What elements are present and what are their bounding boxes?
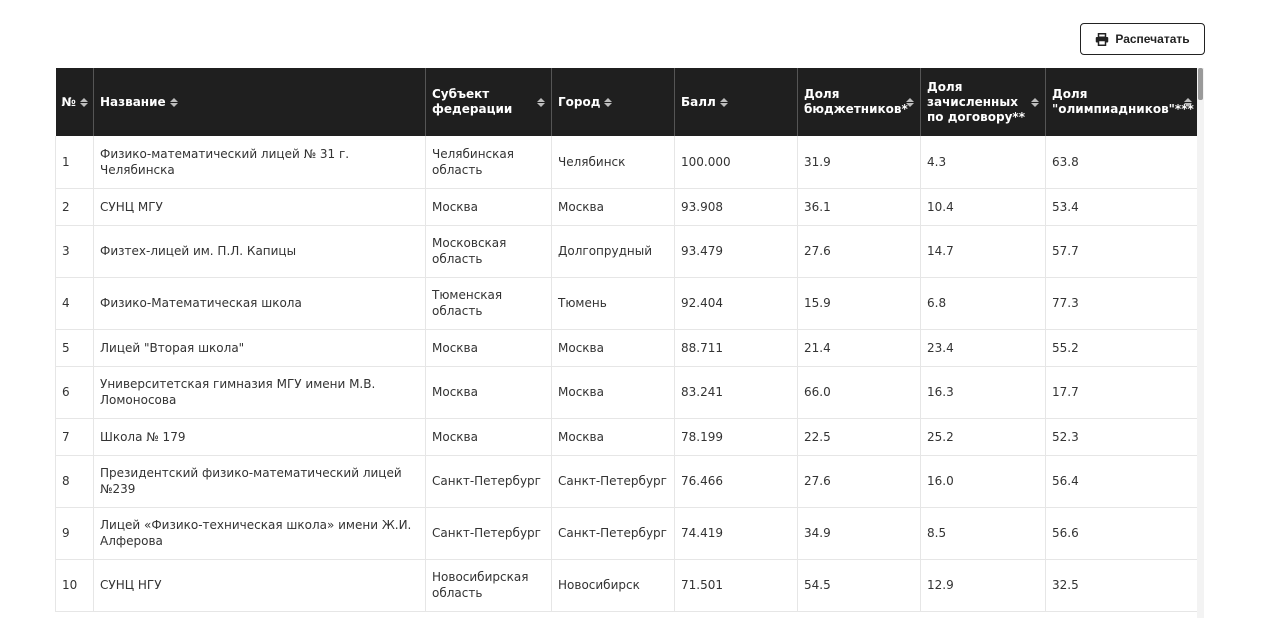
column-header-label: Доля зачисленных по договору** <box>927 79 1025 124</box>
cell-contract-share: 10.4 <box>921 188 1046 225</box>
table-row <box>56 136 1198 188</box>
cell-score: 88.711 <box>675 329 798 366</box>
cell-score: 71.501 <box>675 559 798 611</box>
table-row <box>56 225 1198 277</box>
sort-icon[interactable] <box>537 98 545 107</box>
cell-budget-share: 66.0 <box>798 366 921 418</box>
sort-icon[interactable] <box>906 98 914 107</box>
cell-olympiad-share: 17.7 <box>1046 366 1198 418</box>
cell-budget-share: 21.4 <box>798 329 921 366</box>
table-row <box>56 188 1198 225</box>
cell-region: Новосибирская область <box>426 559 552 611</box>
cell-region: Челябинская область <box>426 136 552 188</box>
printer-icon <box>1095 33 1109 46</box>
cell-contract-share: 25.2 <box>921 418 1046 455</box>
cell-region: Москва <box>426 188 552 225</box>
cell-budget-share: 27.6 <box>798 225 921 277</box>
cell-city: Тюмень <box>552 277 675 329</box>
cell-region: Москва <box>426 329 552 366</box>
cell-number: 9 <box>56 507 94 559</box>
cell-score: 100.000 <box>675 136 798 188</box>
table-body <box>56 136 1198 611</box>
cell-budget-share: 54.5 <box>798 559 921 611</box>
cell-region: Москва <box>426 366 552 418</box>
cell-score: 76.466 <box>675 455 798 507</box>
cell-budget-share: 36.1 <box>798 188 921 225</box>
cell-name: Школа № 179 <box>94 418 426 455</box>
column-header-score[interactable] <box>675 68 798 136</box>
cell-number: 3 <box>56 225 94 277</box>
column-header-number[interactable] <box>56 68 94 136</box>
schools-table-container <box>55 68 1197 618</box>
cell-olympiad-share: 32.5 <box>1046 559 1198 611</box>
column-header-region[interactable] <box>426 68 552 136</box>
cell-city: Санкт-Петербург <box>552 455 675 507</box>
column-header-budget-share[interactable] <box>798 68 921 136</box>
column-header-label: Город <box>558 94 601 109</box>
sort-icon[interactable] <box>80 98 88 107</box>
cell-region: Санкт-Петербург <box>426 455 552 507</box>
cell-olympiad-share: 63.8 <box>1046 136 1198 188</box>
cell-budget-share: 31.9 <box>798 136 921 188</box>
column-header-label: Название <box>100 94 166 109</box>
print-button-label: Распечатать <box>1115 32 1190 46</box>
cell-olympiad-share: 52.3 <box>1046 418 1198 455</box>
sort-icon[interactable] <box>604 98 612 107</box>
cell-region: Тюменская область <box>426 277 552 329</box>
cell-number: 10 <box>56 559 94 611</box>
cell-contract-share: 16.0 <box>921 455 1046 507</box>
cell-city: Челябинск <box>552 136 675 188</box>
sort-icon[interactable] <box>1031 98 1039 107</box>
cell-name: Лицей «Физико-техническая школа» имени Ж.И. Алферова <box>94 507 426 559</box>
table-row <box>56 329 1198 366</box>
column-header-city[interactable] <box>552 68 675 136</box>
cell-score: 74.419 <box>675 507 798 559</box>
cell-name: Университетская гимназия МГУ имени М.В. Ломоносова <box>94 366 426 418</box>
cell-contract-share: 4.3 <box>921 136 1046 188</box>
column-header-label: Балл <box>681 94 716 109</box>
cell-name: Физико-математический лицей № 31 г. Челябинска <box>94 136 426 188</box>
print-button[interactable] <box>1080 23 1205 55</box>
cell-olympiad-share: 55.2 <box>1046 329 1198 366</box>
cell-olympiad-share: 77.3 <box>1046 277 1198 329</box>
cell-olympiad-share: 57.7 <box>1046 225 1198 277</box>
cell-name: Физико-Математическая школа <box>94 277 426 329</box>
cell-number: 1 <box>56 136 94 188</box>
cell-budget-share: 27.6 <box>798 455 921 507</box>
cell-city: Москва <box>552 188 675 225</box>
cell-city: Новосибирск <box>552 559 675 611</box>
cell-score: 78.199 <box>675 418 798 455</box>
column-header-label: Доля бюджетников* <box>804 87 908 116</box>
cell-contract-share: 8.5 <box>921 507 1046 559</box>
vertical-scrollbar[interactable] <box>1197 68 1204 618</box>
column-header-label: Субъект федерации <box>432 87 513 116</box>
column-header-label: Доля "олимпиадников"*** <box>1052 87 1194 116</box>
cell-contract-share: 23.4 <box>921 329 1046 366</box>
table-row <box>56 277 1198 329</box>
cell-score: 93.479 <box>675 225 798 277</box>
cell-score: 92.404 <box>675 277 798 329</box>
cell-name: Президентский физико-математический лицей №239 <box>94 455 426 507</box>
cell-score: 83.241 <box>675 366 798 418</box>
column-header-name[interactable] <box>94 68 426 136</box>
cell-olympiad-share: 53.4 <box>1046 188 1198 225</box>
cell-budget-share: 22.5 <box>798 418 921 455</box>
cell-number: 2 <box>56 188 94 225</box>
cell-contract-share: 6.8 <box>921 277 1046 329</box>
schools-table <box>55 68 1197 612</box>
cell-name: СУНЦ МГУ <box>94 188 426 225</box>
cell-budget-share: 34.9 <box>798 507 921 559</box>
table-row <box>56 559 1198 611</box>
table-row <box>56 455 1198 507</box>
cell-budget-share: 15.9 <box>798 277 921 329</box>
cell-city: Москва <box>552 366 675 418</box>
cell-city: Долгопрудный <box>552 225 675 277</box>
table-row <box>56 507 1198 559</box>
sort-icon[interactable] <box>720 98 728 107</box>
cell-name: Физтех-лицей им. П.Л. Капицы <box>94 225 426 277</box>
cell-contract-share: 12.9 <box>921 559 1046 611</box>
cell-number: 5 <box>56 329 94 366</box>
cell-city: Москва <box>552 329 675 366</box>
cell-region: Санкт-Петербург <box>426 507 552 559</box>
column-header-olympiad-share[interactable] <box>1046 68 1198 136</box>
cell-number: 7 <box>56 418 94 455</box>
table-row <box>56 366 1198 418</box>
cell-olympiad-share: 56.4 <box>1046 455 1198 507</box>
sort-icon[interactable] <box>170 98 178 107</box>
cell-contract-share: 16.3 <box>921 366 1046 418</box>
scrollbar-thumb[interactable] <box>1198 68 1203 100</box>
cell-name: СУНЦ НГУ <box>94 559 426 611</box>
column-header-label: № <box>61 94 76 109</box>
cell-score: 93.908 <box>675 188 798 225</box>
cell-name: Лицей "Вторая школа" <box>94 329 426 366</box>
cell-olympiad-share: 56.6 <box>1046 507 1198 559</box>
cell-city: Санкт-Петербург <box>552 507 675 559</box>
cell-number: 6 <box>56 366 94 418</box>
cell-contract-share: 14.7 <box>921 225 1046 277</box>
cell-region: Московская область <box>426 225 552 277</box>
cell-number: 8 <box>56 455 94 507</box>
cell-city: Москва <box>552 418 675 455</box>
sort-icon[interactable] <box>1184 98 1192 107</box>
column-header-contract-share[interactable] <box>921 68 1046 136</box>
table-row <box>56 418 1198 455</box>
table-header-row <box>56 68 1198 136</box>
cell-number: 4 <box>56 277 94 329</box>
cell-region: Москва <box>426 418 552 455</box>
